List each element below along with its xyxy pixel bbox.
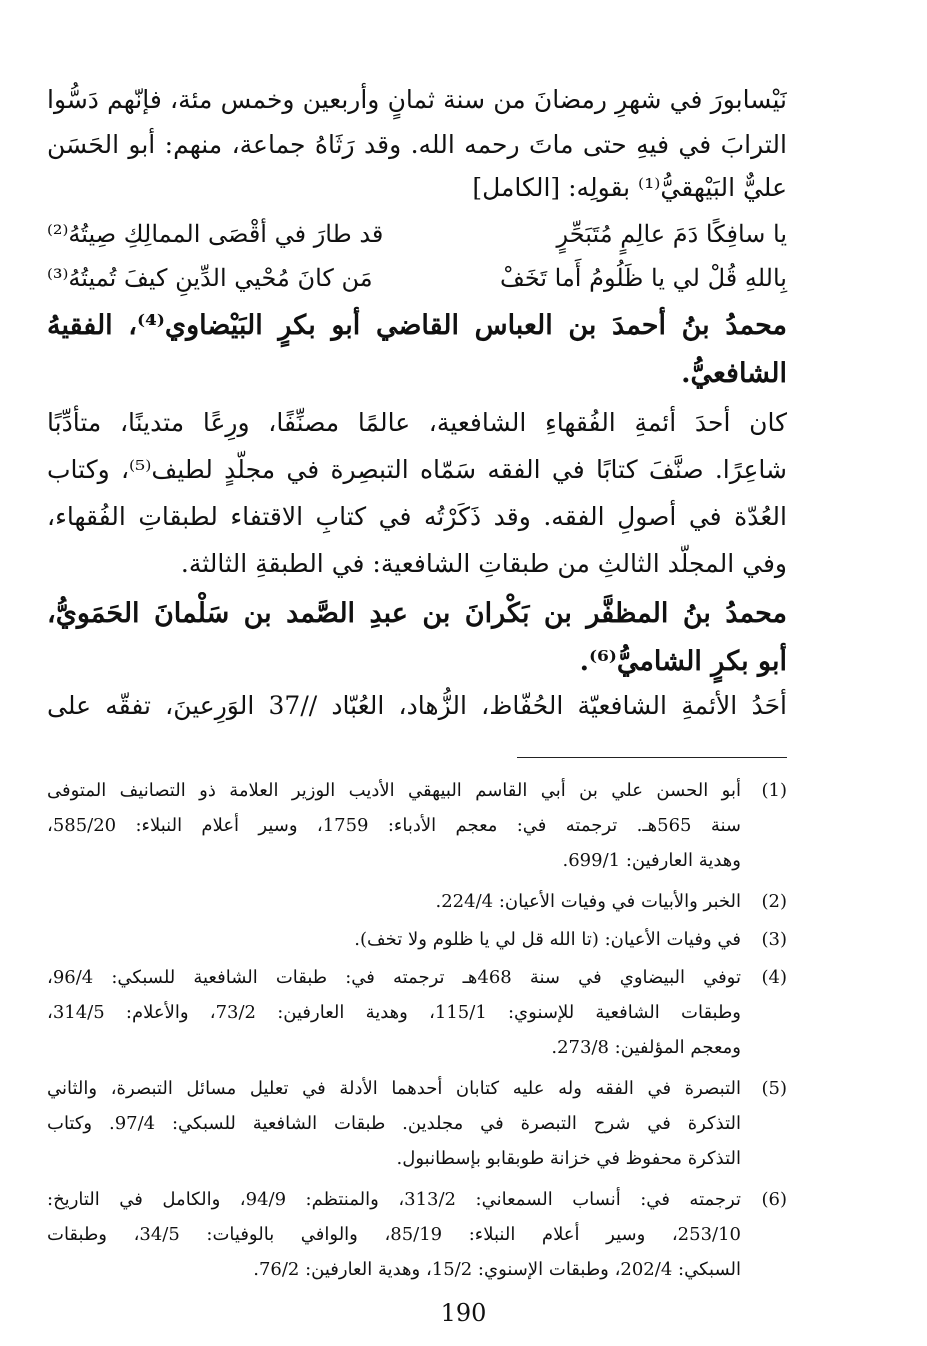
footnote-text: ترجمته في: أنساب السمعاني: 313/2، والمنتظم: 94/9، والكامل في التاريخ: (47, 1189, 741, 1210)
footnote-line (47, 925, 787, 954)
footnote-text: 253/10، وسير أعلام النبلاء: 85/19، والوافي بالوفيات: 34/5، وطبقات (47, 1224, 741, 1245)
verse-line (47, 214, 787, 254)
footnote-separator (517, 757, 787, 758)
footnote-number: (1) (761, 780, 787, 801)
verse-second-hemistich: مَن كانَ مُحْيي الدِّينِ كيفَ تُميتُهُ⁽³⁾ (47, 264, 373, 292)
footnote-line (47, 1033, 787, 1062)
footnote-line (47, 1074, 787, 1103)
footnote-text: ومعجم المؤلفين: 273/8. (551, 1037, 741, 1058)
footnote-number: (5) (761, 1078, 787, 1099)
footnote-line (47, 846, 787, 875)
footnote-text: التبصرة في الفقه وله عليه كتابان أحدهما الأدلة في تعليل مسائل التبصرة، والثاني (47, 1078, 741, 1099)
footnote-number: (2) (761, 891, 787, 912)
entry-heading: محمدُ بنُ أحمدَ بن العباس القاضي أبو بكرٍ البَيْضاوي⁽⁴⁾، الفقيهُ (47, 310, 787, 341)
footnote-text: الخبر والأبيات في وفيات الأعيان: 224/4. (435, 891, 741, 912)
body-line: شاعِرًا. صنَّفَ كتابًا في الفقه سَمّاه التبصِرة في مجلَّدٍ لطيف⁽⁵⁾، وكتاب (47, 455, 787, 484)
footnote-number: (3) (761, 929, 787, 950)
footnote-line (47, 1220, 787, 1249)
footnote-line (47, 1185, 787, 1214)
footnote-text: وطبقات الشافعية للإسنوي: 115/1، وهدية العارفين: 73/2، والأعلام: 314/5، (47, 1002, 741, 1023)
footnote-text: في وفيات الأعيان: (تا الله قل لي يا ظلوم ولا تخف). (354, 929, 741, 950)
body-line: أحَدُ الأئمةِ الشافعيّة الحُفّاظ، الزُّهاد، العُبّاد //37 الوَرِعينَ، تفقّه على (47, 691, 787, 720)
footnote-text: أبو الحسن علي بن أبي القاسم البيهقي الأديب الوزير العلامة ذو التصانيف المتوفى (47, 780, 741, 801)
footnote-number: (4) (761, 967, 787, 988)
page-number: 190 (440, 1299, 487, 1327)
footnote-line (47, 811, 787, 840)
footnote-number: (6) (761, 1189, 787, 1210)
body-line: وفي المجلَّد الثالثِ من طبقاتِ الشافعية: في الطبقةِ الثالثة. (180, 549, 787, 578)
footnote-text: وهدية العارفين: 699/1. (562, 850, 741, 871)
footnote-line (47, 998, 787, 1027)
verse-first-hemistich: يا سافِكًا دَمَ عالِمٍ مُتَبَحِّرٍ (556, 220, 787, 248)
footnote-text: السبكي: 202/4، وطبقات الإسنوي: 15/2، وهدية العارفين: 76/2. (253, 1259, 741, 1280)
entry-heading: أبو بكرٍ الشاميُّ⁽⁶⁾. (579, 646, 787, 677)
body-line: نَيْسابورَ في شهرِ رمضانَ من سنة ثمانٍ وأربعين وخمس مئة، فإنّهم دَسُّوا (47, 85, 787, 114)
entry-heading: الشافعيُّ. (681, 358, 787, 389)
body-line: عليٌّ البَيْهقيُّ⁽¹⁾ بقولِه: [الكامل] (472, 173, 787, 202)
footnote-text: سنة 565هـ. ترجمته في: معجم الأدباء: 1759، وسير أعلام النبلاء: 585/20، (47, 815, 742, 836)
verse-second-hemistich: قد طارَ في أقْصَى الممالِكِ صِيتُهُ⁽²⁾ (47, 220, 384, 248)
entry-heading: محمدُ بنُ المظفَّر بن بَكْرانَ بن عبدِ الصَّمد بن سَلْمانَ الحَمَويُّ، (47, 598, 787, 629)
body-line: كان أحدَ أئمةِ الفُقهاءِ الشافعية، عالمًا مصنِّفًا، ورِعًا متدينًا، متأدِّبًا (47, 408, 787, 437)
footnote-line (47, 963, 787, 992)
body-line: العُدّة في أصولِ الفقه. وقد ذَكَرْتُه في كتابِ الاقتفاء لطبقاتِ الفُقهاء، (47, 502, 787, 531)
body-line: الترابَ في فيهِ حتى ماتَ رحمه الله. وقد رَثَاهُ جماعة، منهم: أبو الحَسَن (47, 130, 787, 159)
footnote-line (47, 1109, 787, 1138)
footnote-line (47, 1255, 787, 1284)
verse-first-hemistich: بِاللهِ قُلْ لي يا ظَلُومُ أَما تَخَفْ (499, 264, 787, 292)
footnote-text: توفي البيضاوي في سنة 468هـ ترجمته في: طبقات الشافعية للسبكي: 96/4، (47, 967, 741, 988)
footnote-line (47, 1144, 787, 1173)
verse-line (47, 258, 787, 298)
footnote-line (47, 887, 787, 916)
footnote-text: التذكرة محفوظ في خزانة طوبقابو بإسطانبول. (396, 1148, 741, 1169)
footnote-line (47, 776, 787, 805)
footnote-text: التذكرة في شرح التبصرة في مجلدين. طبقات الشافعية للسبكي: 97/4. وكتاب (47, 1113, 741, 1134)
